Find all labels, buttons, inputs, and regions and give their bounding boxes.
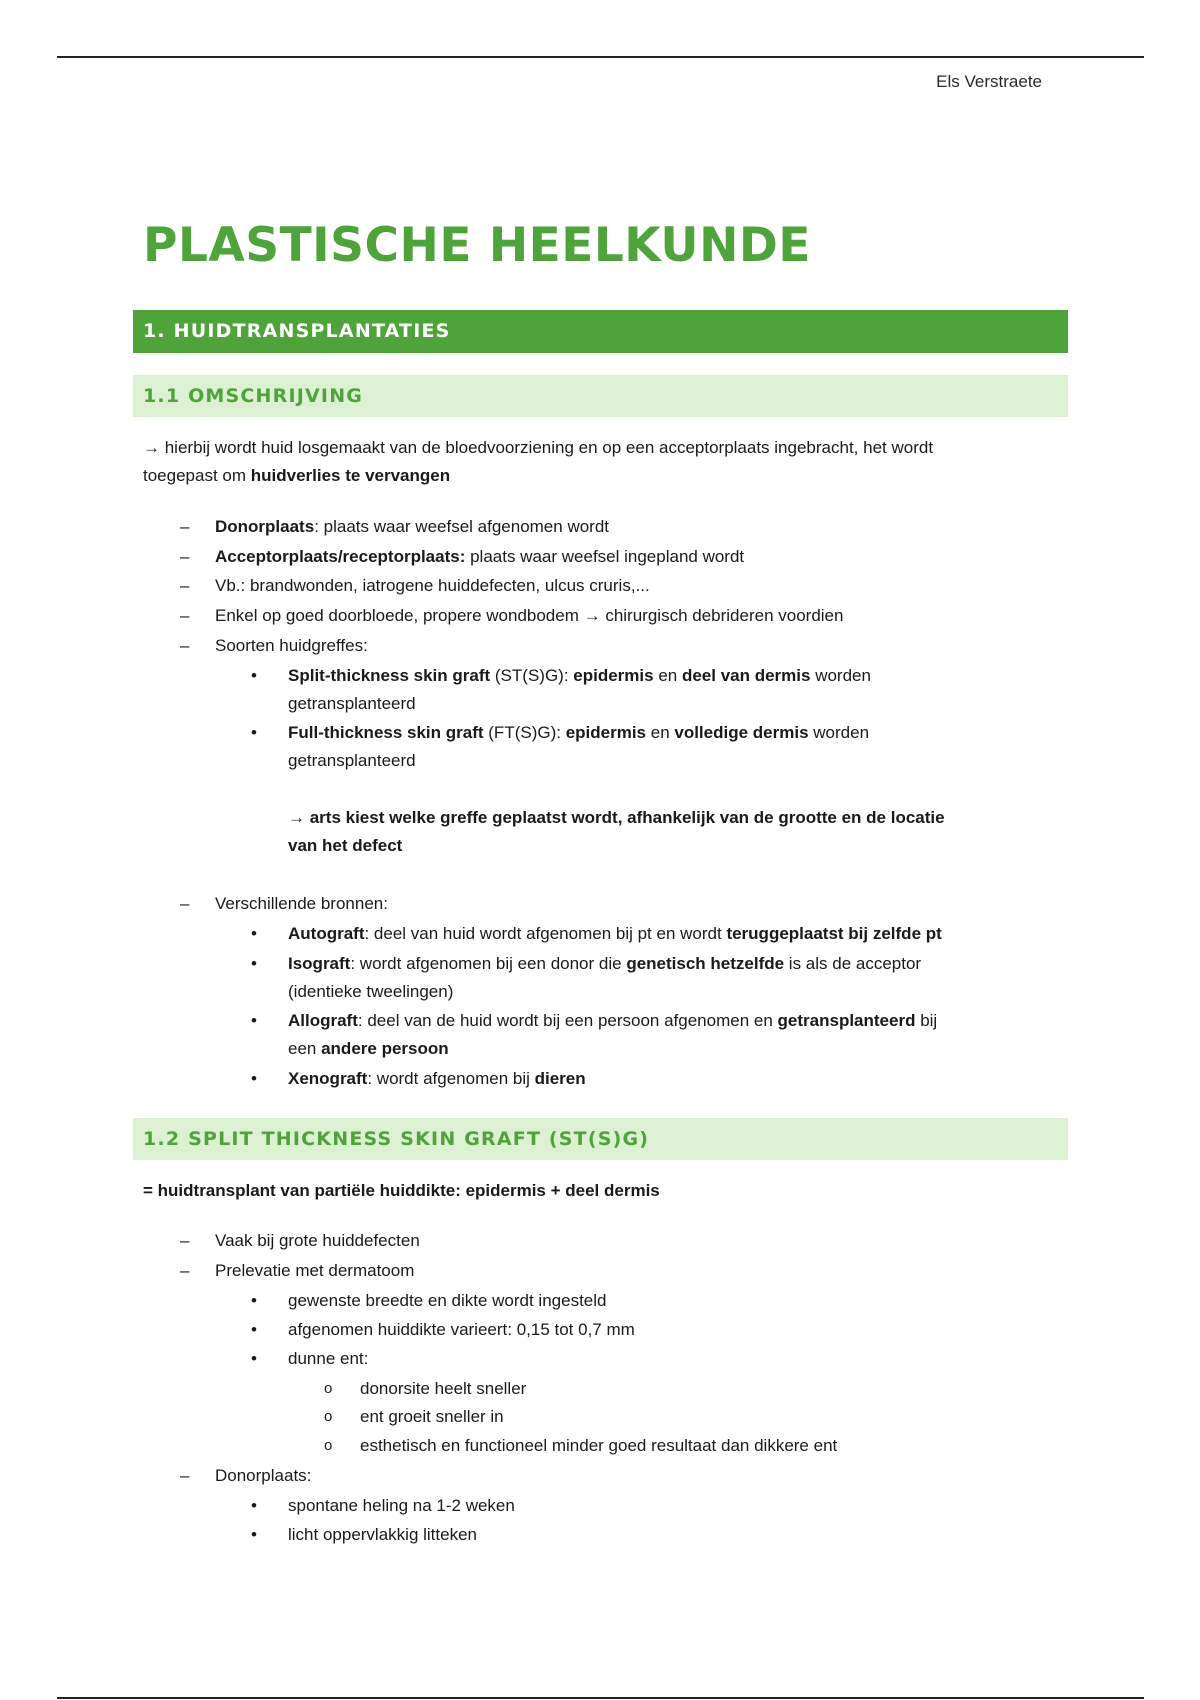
list-item-donorplaats-2: Donorplaats:	[215, 1466, 312, 1485]
list-item-acceptorplaats: Acceptorplaats/receptorplaats: plaats waar weefsel ingepland wordt	[215, 547, 745, 566]
list-item-vaak: Vaak bij grote huiddefecten	[215, 1231, 420, 1250]
list-item-isograft-cont: (identieke tweelingen)	[288, 982, 454, 1001]
bullet-marker: •	[251, 1525, 257, 1544]
list-item-dunne-ent: dunne ent:	[288, 1349, 369, 1368]
list-item-vb: Vb.: brandwonden, iatrogene huiddefecten, ulcus cruris,...	[215, 576, 650, 595]
bullet-marker: •	[251, 1349, 257, 1368]
bullet-marker: •	[251, 1011, 257, 1030]
list-item-bronnen: Verschillende bronnen:	[215, 894, 388, 913]
intro-line-2: toegepast om huidverlies te vervangen	[143, 466, 451, 485]
list-item-allograft-cont: een andere persoon	[288, 1039, 449, 1058]
dash-marker: –	[180, 606, 190, 625]
definition-line: = huidtransplant van partiële huiddikte: epidermis + deel dermis	[143, 1181, 660, 1200]
dash-marker: –	[180, 1466, 190, 1485]
bullet-marker: •	[251, 666, 257, 685]
list-item-soorten: Soorten huidgreffes:	[215, 636, 368, 655]
author-name: Els Verstraete	[936, 72, 1042, 91]
bullet-marker: •	[251, 723, 257, 742]
subsection-heading-split-thickness: 1.2 SPLIT THICKNESS SKIN GRAFT (ST(S)G)	[133, 1118, 1068, 1160]
note-arts-line-2: van het defect	[288, 836, 403, 855]
bullet-marker: •	[251, 1496, 257, 1515]
dash-marker: –	[180, 1261, 190, 1280]
list-item-enkel: Enkel op goed doorbloede, propere wondbodem → chirurgisch debrideren voordien	[215, 606, 844, 625]
list-item-allograft: Allograft: deel van de huid wordt bij een persoon afgenomen en getransplanteerd bij	[288, 1011, 938, 1030]
intro-line-1: → hierbij wordt huid losgemaakt van de bloedvoorziening en op een acceptorplaats ingebracht, het wordt	[143, 438, 934, 457]
list-item-afgenomen: afgenomen huiddikte varieert: 0,15 tot 0,7 mm	[288, 1320, 635, 1339]
section-heading-huidtransplantaties: 1. HUIDTRANSPLANTATIES	[133, 310, 1068, 353]
dash-marker: –	[180, 636, 190, 655]
list-item-autograft: Autograft: deel van huid wordt afgenomen bij pt en wordt teruggeplaatst bij zelfde pt	[288, 924, 942, 943]
list-item-isograft: Isograft: wordt afgenomen bij een donor die genetisch hetzelfde is als de acceptor	[288, 954, 922, 973]
circle-marker: o	[324, 1408, 333, 1425]
circle-marker: o	[324, 1380, 333, 1397]
bullet-marker: •	[251, 1291, 257, 1310]
document-title: PLASTISCHE HEELKUNDE	[143, 218, 812, 273]
bullet-marker: •	[251, 1069, 257, 1088]
bullet-marker: •	[251, 954, 257, 973]
list-item-split-thickness: Split-thickness skin graft (ST(S)G): epidermis en deel van dermis worden	[288, 666, 871, 685]
bullet-marker: •	[251, 924, 257, 943]
list-item-ent: ent groeit sneller in	[360, 1407, 504, 1426]
list-item-full-thickness-cont: getransplanteerd	[288, 751, 416, 770]
list-item-split-thickness-cont: getransplanteerd	[288, 694, 416, 713]
bullet-marker: •	[251, 1320, 257, 1339]
list-item-prelevatie: Prelevatie met dermatoom	[215, 1261, 415, 1280]
header-rule	[57, 56, 1144, 58]
dash-marker: –	[180, 576, 190, 595]
circle-marker: o	[324, 1437, 333, 1454]
list-item-esthetisch: esthetisch en functioneel minder goed resultaat dan dikkere ent	[360, 1436, 838, 1455]
dash-marker: –	[180, 894, 190, 913]
dash-marker: –	[180, 547, 190, 566]
list-item-spontane: spontane heling na 1-2 weken	[288, 1496, 515, 1515]
dash-marker: –	[180, 517, 190, 536]
list-item-donorplaats: Donorplaats: plaats waar weefsel afgenomen wordt	[215, 517, 610, 536]
list-item-xenograft: Xenograft: wordt afgenomen bij dieren	[288, 1069, 586, 1088]
list-item-full-thickness: Full-thickness skin graft (FT(S)G): epidermis en volledige dermis worden	[288, 723, 870, 742]
list-item-donorsite: donorsite heelt sneller	[360, 1379, 527, 1398]
dash-marker: –	[180, 1231, 190, 1250]
list-item-licht: licht oppervlakkig litteken	[288, 1525, 477, 1544]
subsection-heading-omschrijving: 1.1 OMSCHRIJVING	[133, 375, 1068, 417]
note-arts-line-1: → arts kiest welke greffe geplaatst wordt, afhankelijk van de grootte en de locatie	[288, 808, 945, 827]
list-item-gewenste: gewenste breedte en dikte wordt ingesteld	[288, 1291, 607, 1310]
footer-rule	[57, 1697, 1144, 1699]
